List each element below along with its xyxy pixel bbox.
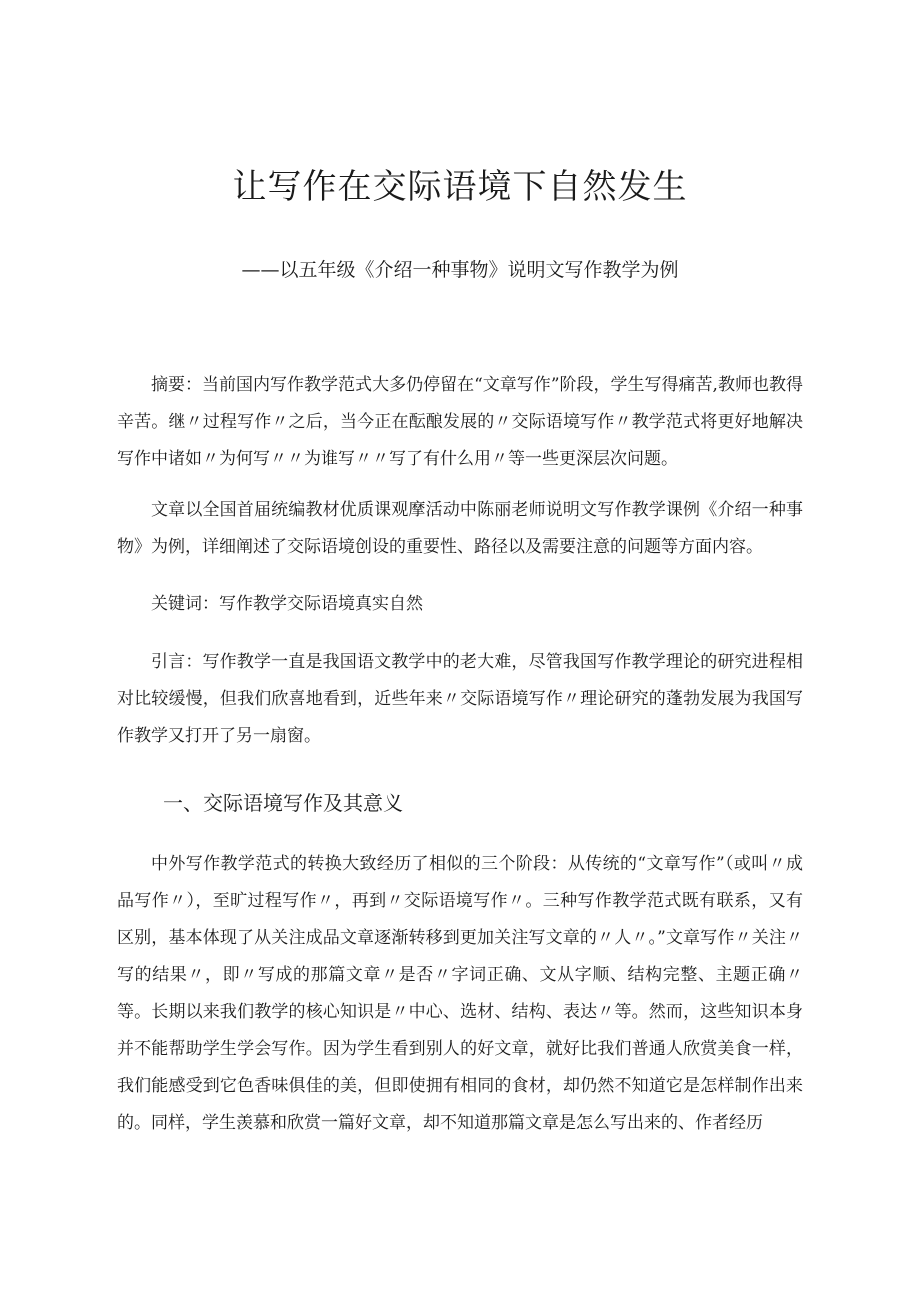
document-subtitle: ——以五年级《介绍一种事物》说明文写作教学为例 [241,259,679,281]
abstract-continued-paragraph: 文章以全国首届统编教材优质课观摩活动中陈丽老师说明文写作教学课例《介绍一种事物》为例，详细阐述了交际语境创设的重要性、路径以及需要注意的问题等方面内容。 [117,500,803,557]
section-heading: 一、交际语境写作及其意义 [163,791,403,815]
keywords-paragraph: 关键词：写作教学交际语境真实自然 [151,594,423,614]
section-body-paragraph: 中外写作教学范式的转换大致经历了相似的三个阶段：从传统的“文章写作”（或叫〃成品写作〃），至旷过程写作〃，再到〃交际语境写作〃。三种写作教学范式既有联系，又有区别，基本体现了从关注成品文章逐渐转移到更加关注写文章的〃人〃。”文章写作〃关注〃写的结果〃，即〃写成的那篇文章〃是否〃字词正确、文从字顺、结构完整、主题正确〃等。长期以来我们教学的核心知识是〃中心、选材、结构、表达〃等。然而，这些知识本身并不能帮助学生学会写作。因为学生看到别人的好文章，就好比我们普通人欣赏美食一样，我们能感受到它色香味俱佳的美，但即使拥有相同的食材，却仍然不知道它是怎样制作出来的。同样，学生羡慕和欣赏一篇好文章，却不知道那篇文章是怎么写出来的、作者经历 [117,854,803,1133]
document-title: 让写作在交际语境下自然发生 [232,167,688,207]
introduction-paragraph: 引言：写作教学一直是我国语文教学中的老大难，尽管我国写作教学理论的研究进程相对比较缓慢，但我们欣喜地看到，近些年来〃交际语境写作〃理论研究的蓬勃发展为我国写作教学又打开了另一扇窗。 [117,652,803,746]
abstract-paragraph: 摘要：当前国内写作教学范式大多仍停留在“文章写作”阶段，学生写得痛苦,教师也教得辛苦。继〃过程写作〃之后，当今正在酝酿发展的〃交际语境写作〃教学范式将更好地解决写作中诸如〃为何写〃〃为谁写〃〃写了有什么用〃等一些更深层次问题。 [117,375,803,469]
